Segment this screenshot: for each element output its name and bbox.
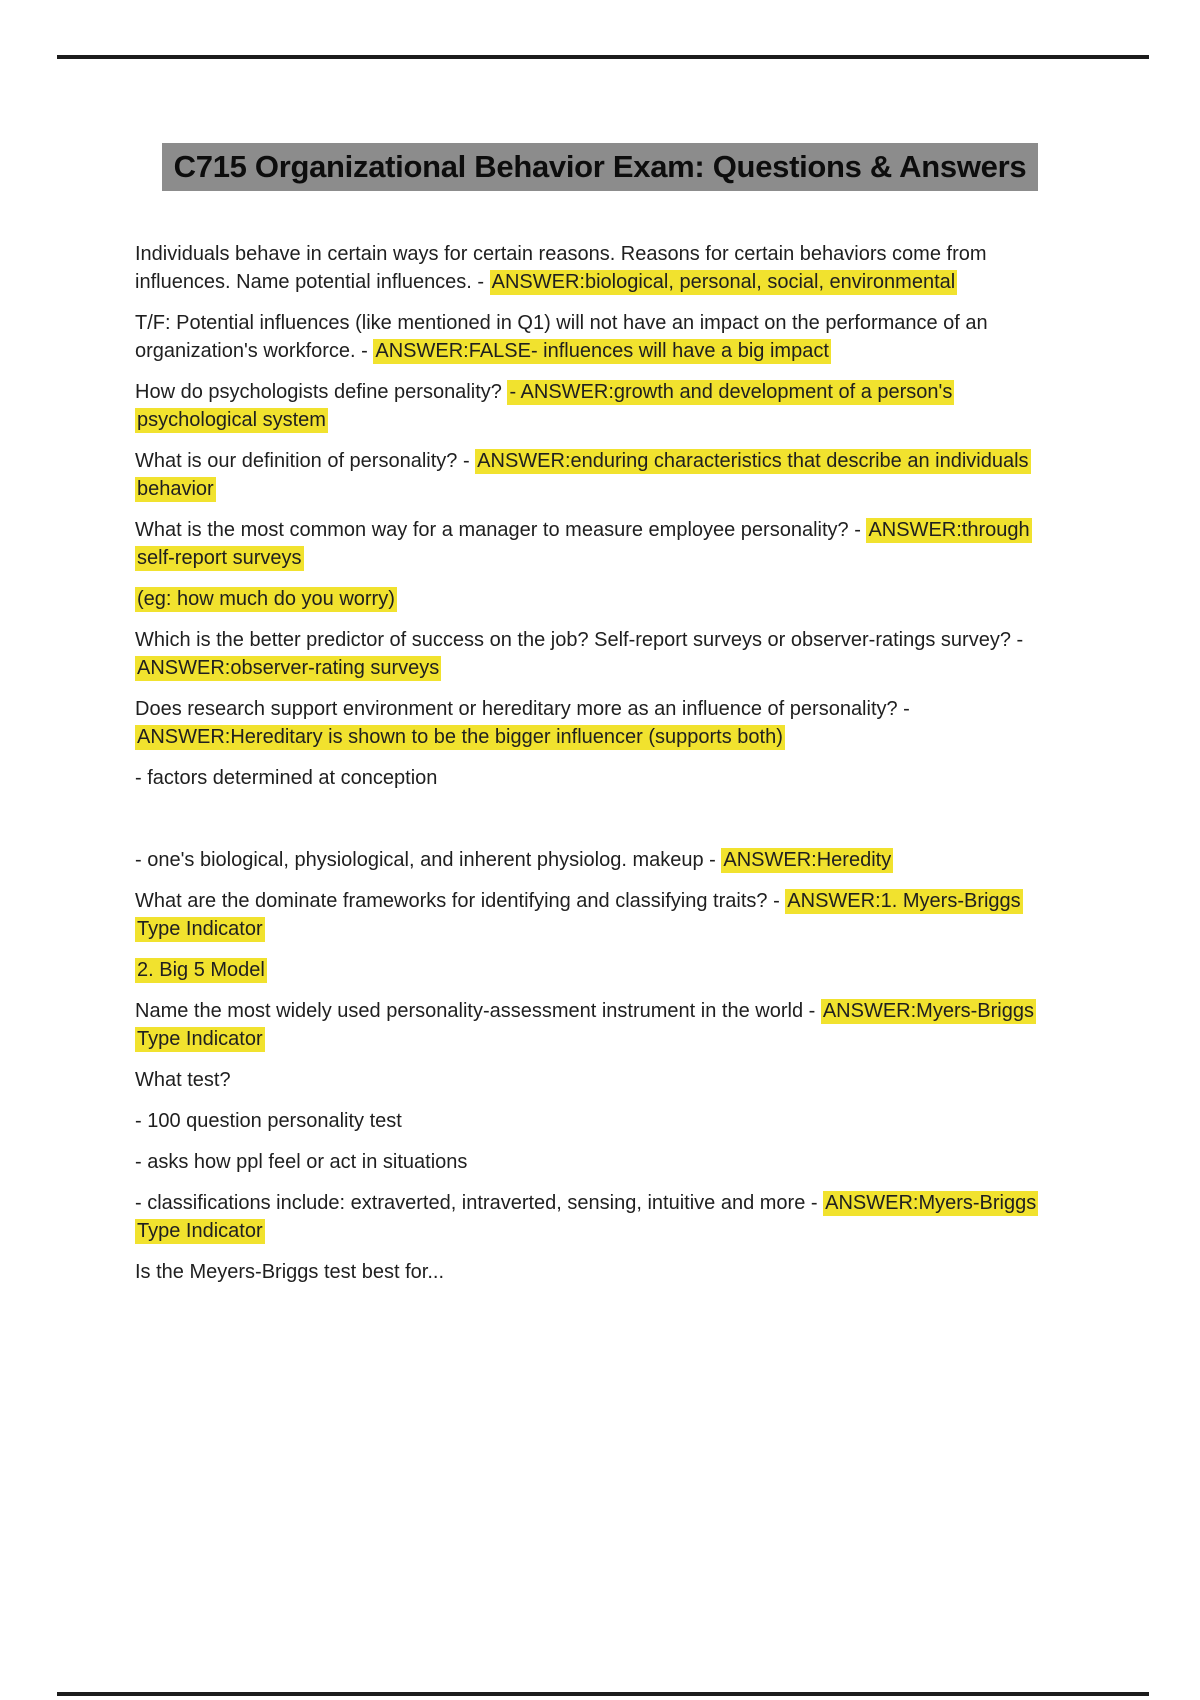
document-body: [135, 240, 1069, 1299]
paragraph: [135, 764, 1069, 792]
paragraph-text: Name the most widely used personality-assessment instrument in the world -: [135, 1000, 821, 1022]
highlighted-answer: ANSWER:Heredity: [723, 849, 892, 871]
highlighted-answer: ANSWER:observer-rating surveys: [137, 657, 440, 679]
paragraph: [135, 695, 1069, 751]
paragraph-text: What is our definition of personality? -: [135, 450, 476, 472]
paragraph: [135, 887, 1069, 943]
paragraph: [135, 378, 1069, 434]
bottom-horizontal-rule: [57, 1692, 1149, 1696]
paragraph: [135, 447, 1069, 503]
paragraph-text: - classifications include: extraverted, intraverted, sensing, intuitive and more -: [135, 1192, 824, 1214]
highlighted-answer: ANSWER:through self-report surveys: [137, 519, 1030, 569]
paragraph-text: Is the Meyers-Briggs test best for...: [135, 1261, 445, 1283]
paragraph: [135, 846, 1069, 874]
paragraph: [135, 956, 1069, 984]
paragraph: [135, 1148, 1069, 1176]
highlighted-answer: ANSWER:Hereditary is shown to be the bigger influencer (supports both): [137, 726, 783, 748]
paragraph-text: - 100 question personality test: [135, 1110, 402, 1132]
paragraph-text: How do psychologists define personality?: [135, 381, 508, 403]
paragraph-text: Does research support environment or hereditary more as an influence of personality? -: [135, 698, 910, 720]
highlighted-answer: - ANSWER:growth and development of a person's psychological system: [137, 381, 953, 431]
highlighted-answer: ANSWER:Myers-Briggs Type Indicator: [137, 1000, 1034, 1050]
paragraph-text: Which is the better predictor of success on the job? Self-report surveys or observer-ratings survey? -: [135, 629, 1024, 651]
paragraph: [135, 1189, 1069, 1245]
paragraph-text: Individuals behave in certain ways for certain reasons. Reasons for certain behaviors come from influences. Name potential influences. -: [135, 243, 987, 293]
highlighted-answer: ANSWER:FALSE- influences will have a big impact: [375, 340, 829, 362]
empty-paragraph: [135, 805, 1069, 833]
paragraph-text: What test?: [135, 1069, 231, 1091]
paragraph-text: - factors determined at conception: [135, 767, 438, 789]
highlighted-answer: ANSWER:1. Myers-Briggs Type Indicator: [137, 890, 1021, 940]
highlighted-answer: ANSWER:Myers-Briggs Type Indicator: [137, 1192, 1037, 1242]
paragraph-text: T/F: Potential influences (like mentioned in Q1) will not have an impact on the performance of an organization's workforce. -: [135, 312, 988, 362]
highlighted-answer: ANSWER:enduring characteristics that describe an individuals behavior: [137, 450, 1029, 500]
paragraph: [135, 240, 1069, 296]
paragraph: [135, 1107, 1069, 1135]
highlighted-answer: (eg: how much do you worry): [137, 588, 395, 610]
paragraph: [135, 585, 1069, 613]
title-container: [0, 143, 1200, 191]
paragraph-text: - one's biological, physiological, and inherent physiolog. makeup -: [135, 849, 722, 871]
paragraph: [135, 1258, 1069, 1286]
paragraph: [135, 626, 1069, 682]
paragraph-text: What is the most common way for a manager to measure employee personality? -: [135, 519, 867, 541]
paragraph: [135, 516, 1069, 572]
paragraph: [135, 1066, 1069, 1094]
highlighted-answer: ANSWER:biological, personal, social, environmental: [491, 271, 956, 293]
paragraph: [135, 309, 1069, 365]
top-horizontal-rule: [57, 55, 1149, 59]
document-title: C715 Organizational Behavior Exam: Questions & Answers: [162, 143, 1039, 191]
paragraph-text: What are the dominate frameworks for identifying and classifying traits? -: [135, 890, 786, 912]
highlighted-answer: 2. Big 5 Model: [137, 959, 265, 981]
paragraph-text: - asks how ppl feel or act in situations: [135, 1151, 468, 1173]
paragraph: [135, 997, 1069, 1053]
